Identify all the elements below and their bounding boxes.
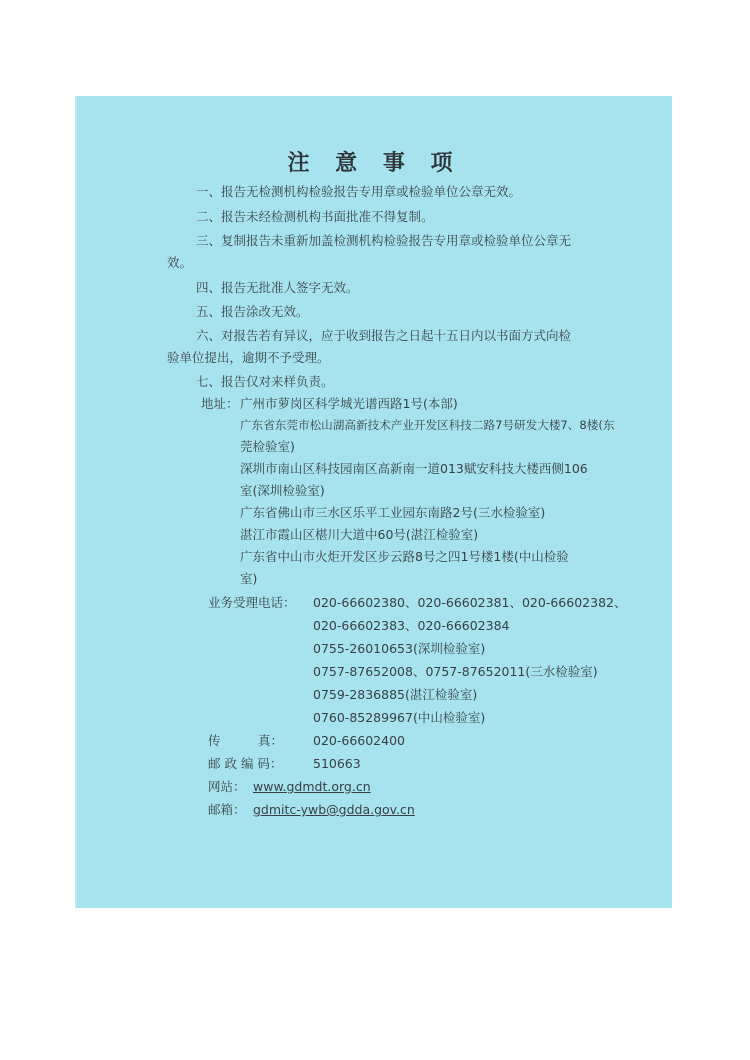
page-title: 注 意 事 项: [287, 150, 462, 176]
notice-item-1: 一、报告无检测机构检验报告专用章或检验单位公章无效。: [196, 184, 522, 199]
notice-item-4: 四、报告无批准人签字无效。: [196, 280, 359, 295]
notice-item-6: 六、对报告若有异议，应于收到报告之日起十五日内以书面方式向检: [196, 328, 572, 343]
address-dongguan-cont: 莞检验室): [240, 439, 295, 454]
notice-item-3: 三、复制报告未重新加盖检测机构检验报告专用章或检验单位公章无: [196, 233, 572, 248]
postcode-label: 邮 政 编 码：: [208, 756, 283, 771]
email-label: 邮箱：: [208, 802, 246, 817]
postcode-value: 510663: [313, 756, 361, 771]
phone-line-1: 020-66602380、020-66602381、020-66602382、: [313, 595, 627, 610]
notice-item-5: 五、报告涂改无效。: [196, 304, 309, 319]
website-link[interactable]: www.gdmdt.org.cn: [253, 779, 371, 794]
fax-value: 020-66602400: [313, 733, 405, 748]
phone-line-2: 020-66602383、020-66602384: [313, 618, 510, 633]
fax-label: 传 真：: [208, 733, 284, 748]
website-label: 网站：: [208, 779, 246, 794]
address-zhongshan-cont: 室): [240, 571, 258, 586]
notice-item-6-cont: 验单位提出，逾期不予受理。: [167, 350, 330, 365]
address-shenzhen-cont: 室(深圳检验室): [240, 483, 325, 498]
address-sanshui: 广东省佛山市三水区乐平工业园东南路2号(三水检验室): [240, 505, 546, 520]
address-zhongshan: 广东省中山市火炬开发区步云路8号之四1号楼1楼(中山检验: [240, 549, 569, 564]
address-hq: 广州市萝岗区科学城光谱西路1号(本部): [240, 396, 458, 411]
address-zhanjiang: 湛江市霞山区椹川大道中60号(湛江检验室): [240, 527, 479, 542]
phone-line-3: 0755-26010653(深圳检验室): [313, 641, 486, 656]
phone-line-5: 0759-2836885(湛江检验室): [313, 687, 478, 702]
notice-item-2: 二、报告未经检测机构书面批准不得复制。: [196, 209, 434, 224]
phone-label: 业务受理电话：: [208, 595, 296, 610]
notice-item-7: 七、报告仅对来样负责。: [196, 374, 334, 389]
notice-sheet: [75, 96, 672, 908]
email-link[interactable]: gdmitc-ywb@gdda.gov.cn: [253, 802, 415, 817]
address-label: 地址：: [201, 396, 239, 411]
notice-item-3-cont: 效。: [167, 255, 193, 270]
address-shenzhen: 深圳市南山区科技园南区高新南一道013赋安科技大楼西侧106: [240, 461, 588, 476]
phone-line-4: 0757-87652008、0757-87652011(三水检验室): [313, 664, 598, 679]
phone-line-6: 0760-85289967(中山检验室): [313, 710, 486, 725]
address-dongguan: 广东省东莞市松山湖高新技术产业开发区科技二路7号研发大楼7、8楼(东: [240, 418, 615, 432]
